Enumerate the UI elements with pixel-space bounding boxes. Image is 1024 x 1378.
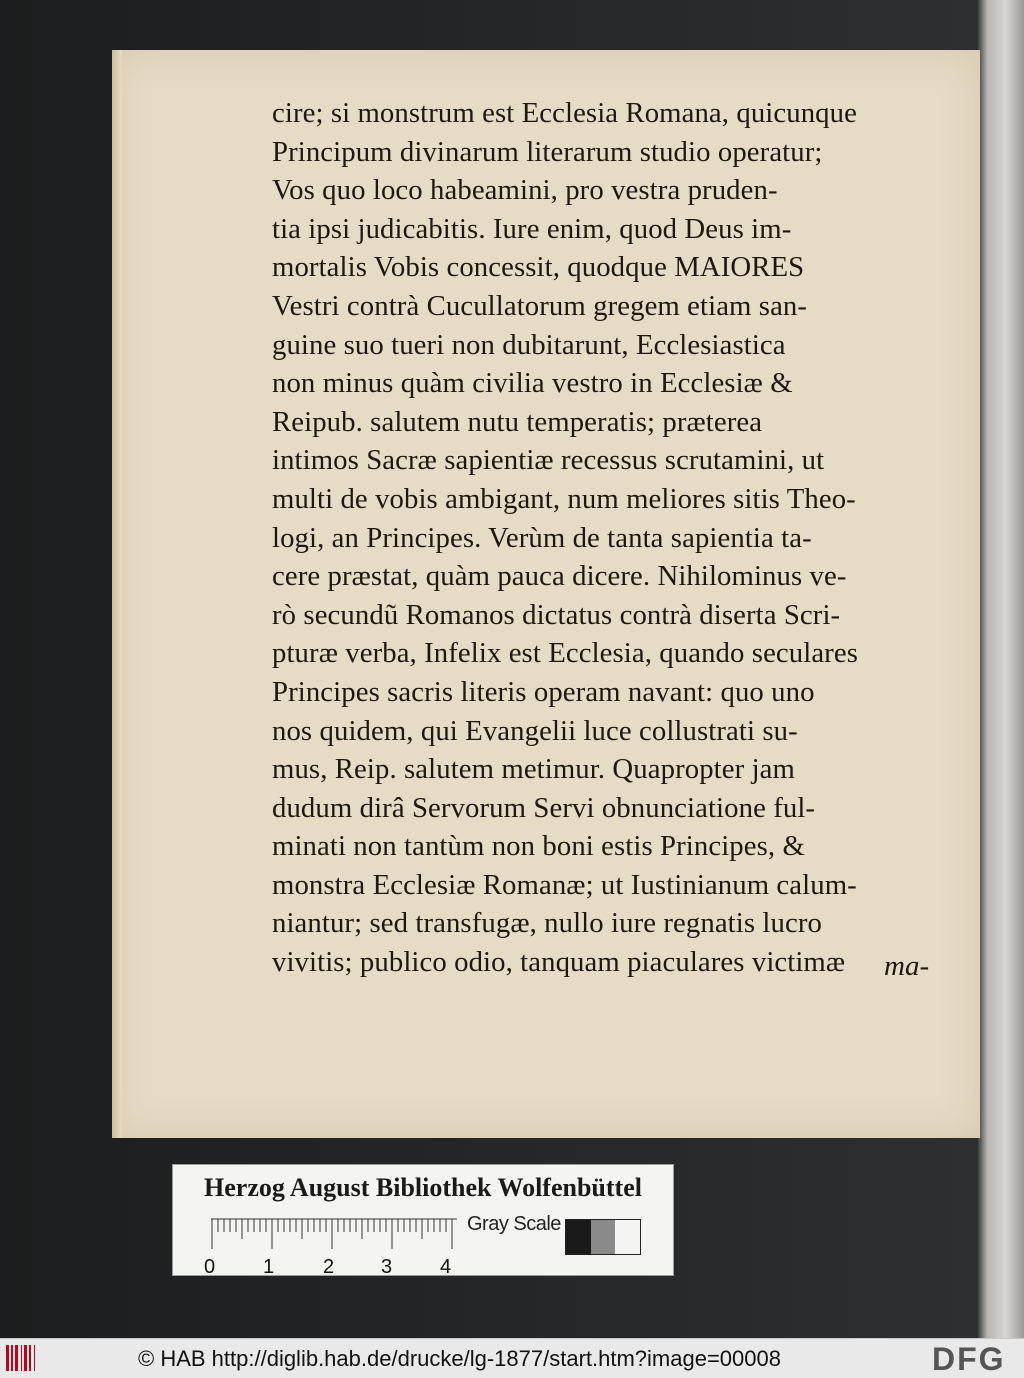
text-line: tia ipsi judicabitis. Iure enim, quod Deus im- (272, 212, 792, 245)
text-line: nos quidem, qui Evangelii luce collustrati su- (272, 714, 798, 747)
text-line: niantur; sed transfugæ, nullo iure regnatis lucro (272, 907, 822, 940)
text-line: rò secundũ Romanos dictatus contrà diserta Scri- (272, 598, 841, 631)
catchword: ma- (884, 950, 930, 982)
ruler-number: 1 (263, 1256, 275, 1278)
page-edge-strip (978, 0, 1024, 1338)
ruler-number: 4 (440, 1256, 452, 1278)
text-line: Principum divinarum literarum studio operatur; (272, 135, 823, 168)
library-name: Herzog August Bibliothek Wolfenbüttel (204, 1173, 642, 1202)
ruler-number: 0 (204, 1256, 216, 1278)
text-line: pturæ verba, Infelix est Ecclesia, quando seculares (272, 637, 859, 670)
text-line: mus, Reip. salutem metimur. Quapropter jam (272, 753, 795, 786)
dfg-logo-icon (932, 1342, 1018, 1374)
text-line: intimos Sacræ sapientiæ recessus scrutamini, ut (272, 444, 825, 477)
text-line: guine suo tueri non dubitarunt, Ecclesiastica (272, 328, 786, 361)
ruler-number: 2 (323, 1256, 335, 1278)
text-line: monstra Ecclesiæ Romanæ; ut Iustinianum calum- (272, 868, 857, 901)
ruler-scale-icon (211, 1215, 457, 1251)
footer-bar (0, 1338, 1024, 1378)
text-line: minati non tantùm non boni estis Principes, & (272, 830, 805, 863)
text-line: cire; si monstrum est Ecclesia Romana, quicunque (272, 97, 857, 129)
text-line: mortalis Vobis concessit, quodque MAIORES (272, 251, 805, 284)
text-line: Vos quo loco habeamini, pro vestra pruden- (272, 174, 778, 207)
gray-patch-black (566, 1220, 591, 1254)
gray-patch-white (615, 1220, 640, 1254)
text-line: Reipub. salutem nutu temperatis; præterea (272, 405, 763, 438)
text-line: non minus quàm civilia vestro in Ecclesiæ & (272, 367, 793, 400)
text-line: Principes sacris literis operam navant: quo uno (272, 675, 815, 708)
page-text (272, 94, 938, 982)
text-line: Vestri contrà Cucullatorum gregem etiam san- (272, 289, 808, 322)
text-line: cere præstat, quàm pauca dicere. Nihilominus ve- (272, 560, 847, 593)
svg-text:DFG: DFG (932, 1342, 1006, 1374)
text-line: logi, an Principes. Verùm de tanta sapientia ta- (272, 521, 812, 554)
hab-barcode-logo-icon (6, 1345, 46, 1371)
book-page-edge (112, 50, 122, 1138)
gray-patches (565, 1219, 641, 1255)
gray-scale-card (172, 1164, 674, 1276)
copyright-url[interactable]: © HAB http://diglib.hab.de/drucke/lg-1877/start.htm?image=00008 (138, 1346, 781, 1371)
gray-scale-label: Gray Scale (467, 1213, 561, 1235)
text-line: multi de vobis ambigant, num meliores sitis Theo- (272, 482, 856, 515)
text-line: dudum dirâ Servorum Servi obnunciatione ful- (272, 791, 816, 824)
gray-patch-gray (591, 1220, 616, 1254)
ruler-number: 3 (381, 1256, 393, 1278)
text-line: vivitis; publico odio, tanquam piaculares victimæ (272, 946, 846, 979)
